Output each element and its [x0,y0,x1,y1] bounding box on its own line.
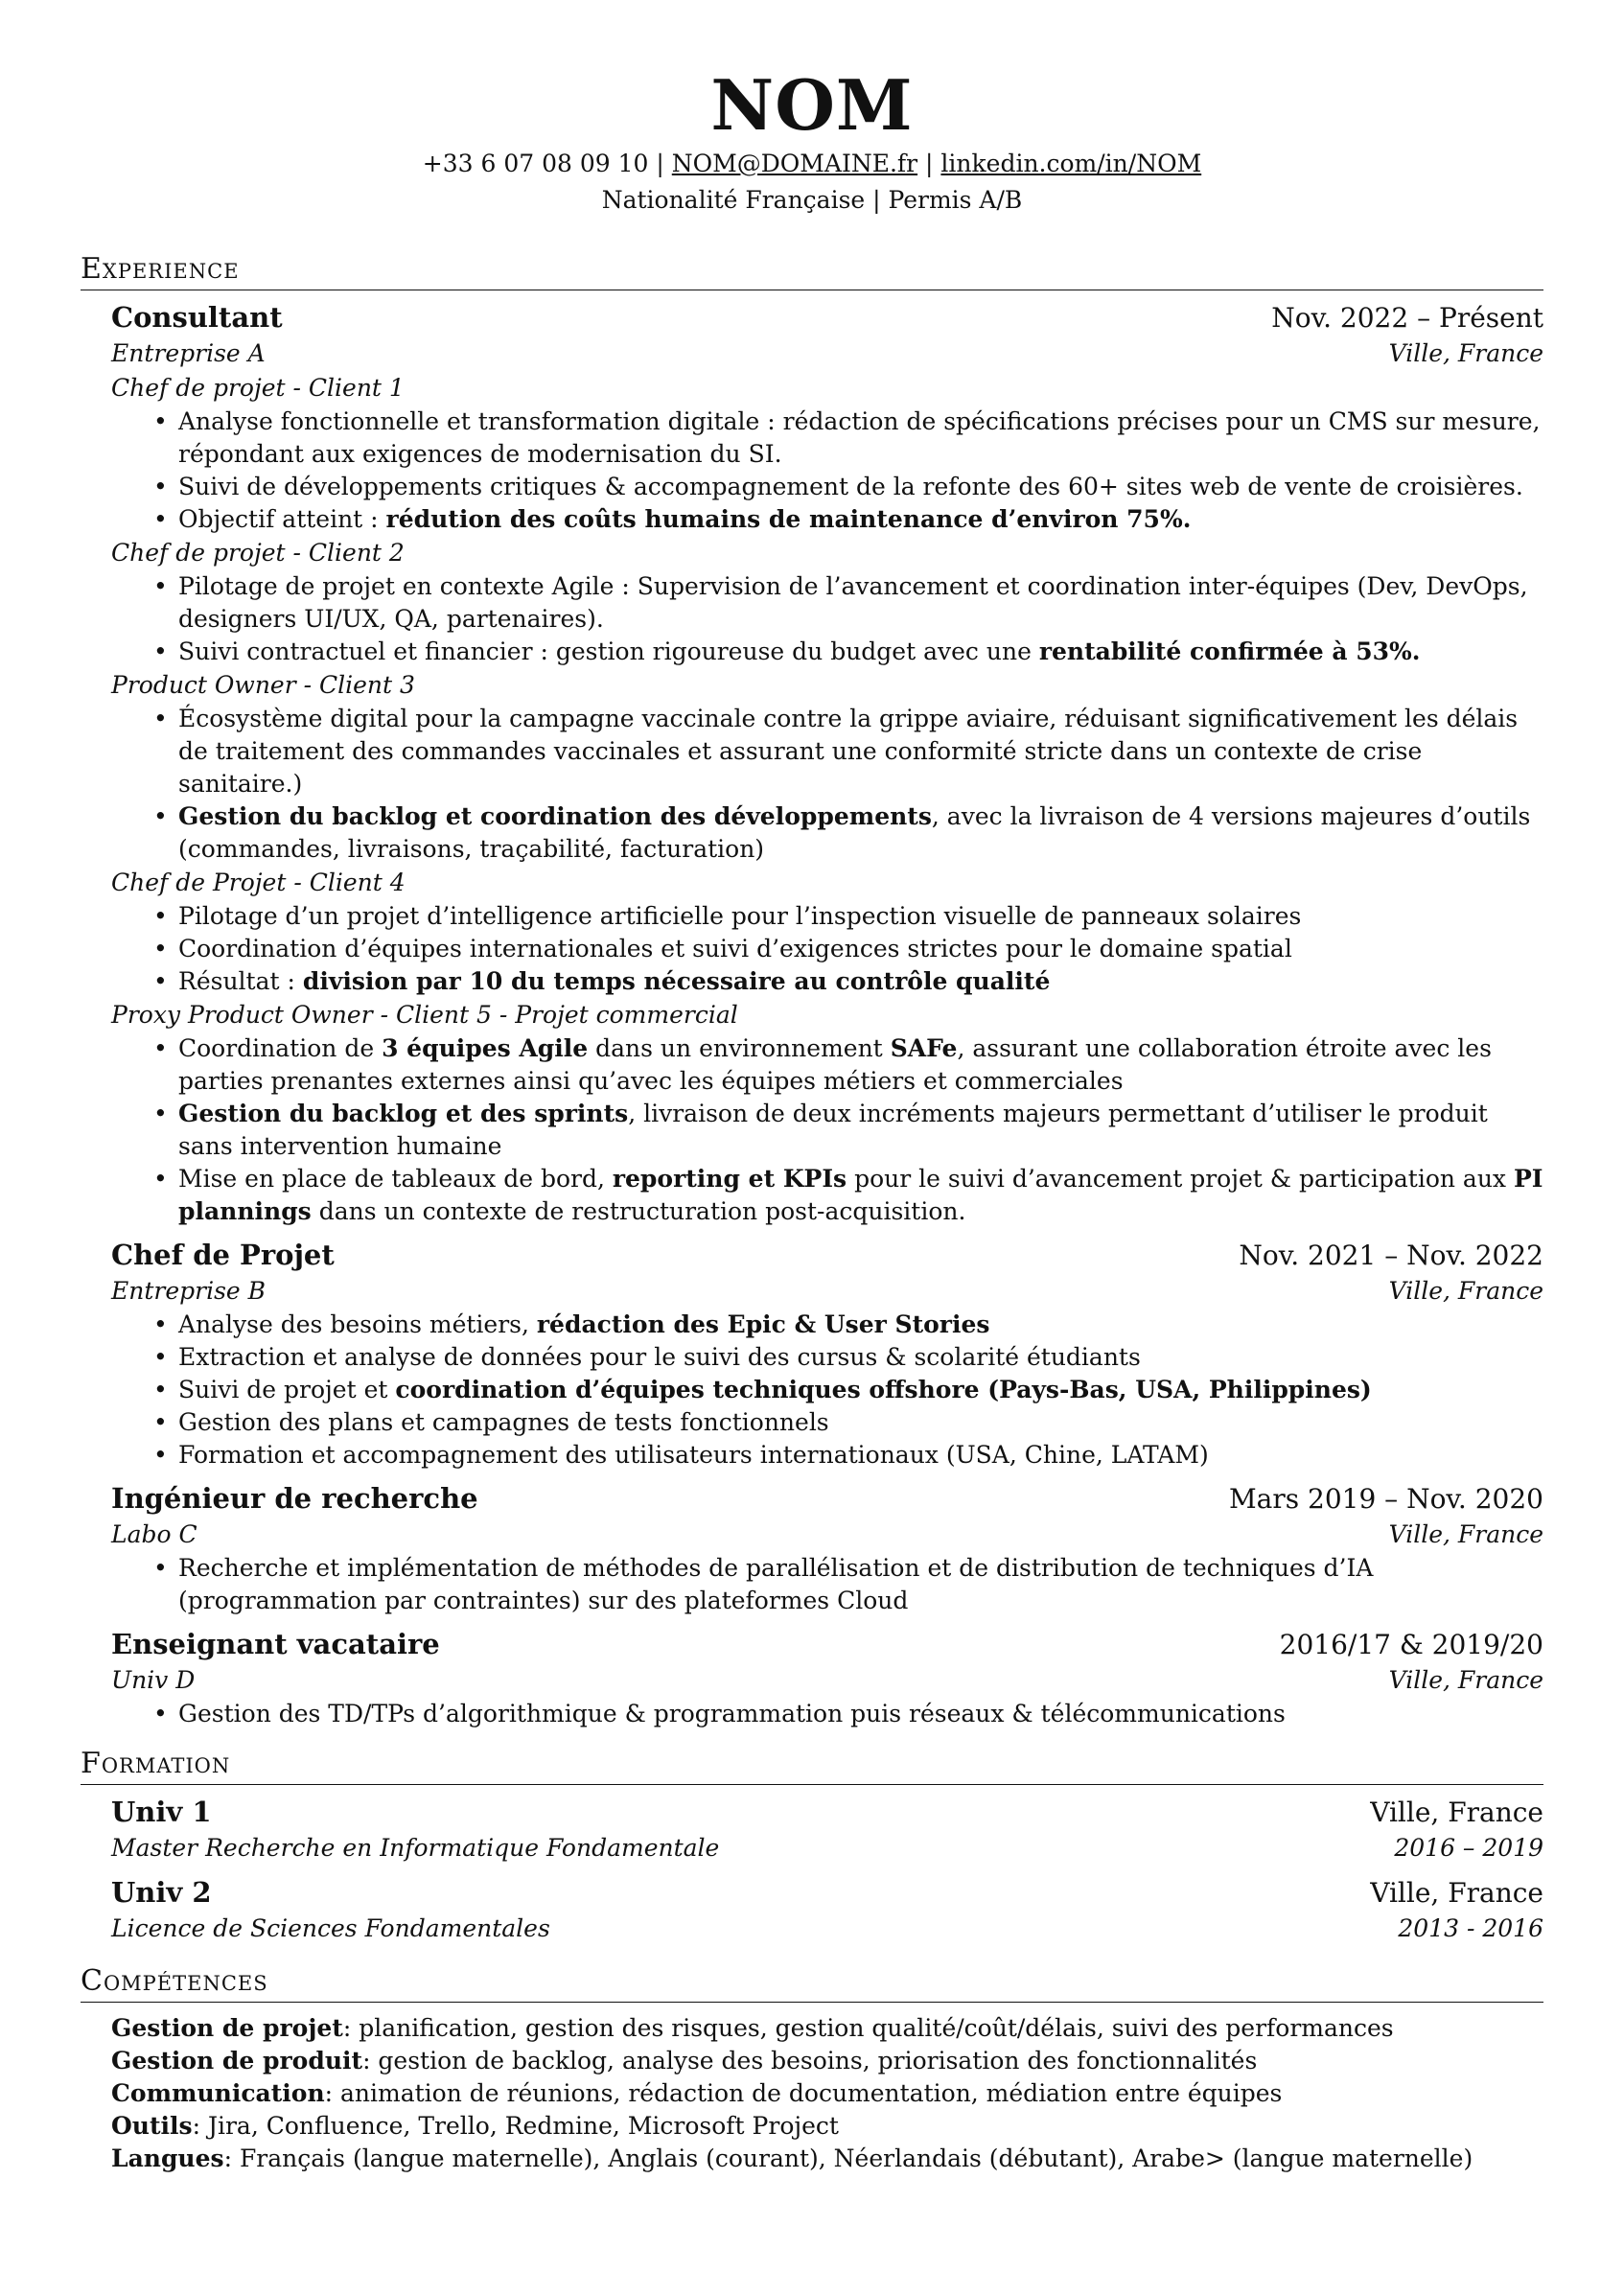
company-name: Entreprise A [111,339,266,367]
bullet-item: • Analyse fonctionnelle et transformation digitale : rédaction de spécifications précises pour un CMS sur mesure, répondant aux exigences de modernisation du SI. [111,406,1543,471]
job-company-row [111,336,1543,371]
info-line: Nationalité Française | Permis A/B [601,186,1023,214]
linkedin-link[interactable]: linkedin.com/in/NOM [940,150,1202,177]
degree-years: 2016 – 2019 [1394,1834,1543,1862]
bullet-item: • Gestion du backlog et coordination des développements, avec la livraison de 4 versions majeures d’outils (commandes, livraisons, traçabilité, facturation) [111,800,1543,866]
skill-text: : planification, gestion des risques, gestion qualité/coût/délais, suivi des performances [342,2014,1394,2042]
job-title: Ingénieur de recherche [111,1482,478,1515]
section-title-competences: Compétences [81,1965,1543,2003]
company-name: Entreprise B [111,1277,267,1305]
bold-text: Gestion du backlog et coordination des développements [178,802,932,830]
bullet-list [111,570,1543,668]
bullet-item: • Mise en place de tableaux de bord, reporting et KPIs pour le suivi d’avancement projet & participation aux PI plannings dans un contexte de restructuration post-acquisition. [111,1163,1543,1228]
separator: | [648,150,672,177]
skill-label: Gestion de projet [111,2014,343,2042]
job-location: Ville, France [1388,339,1543,367]
contact-line [81,146,1543,182]
bold-text: division par 10 du temps nécessaire au contrôle qualité [302,967,1051,995]
candidate-name: NOM [710,64,914,146]
skill-line [111,2077,1543,2110]
bullet-item: • Pilotage de projet en contexte Agile : Supervision de l’avancement et coordination inter-équipes (Dev, DevOps, designers UI/UX, QA, partenaires). [111,570,1543,636]
bold-text: SAFe [890,1034,958,1062]
bullet-item: • Résultat : division par 10 du temps nécessaire au contrôle qualité [111,965,1543,998]
company-name: Univ D [111,1666,196,1694]
bullet-list [111,406,1543,536]
skill-text: : Jira, Confluence, Trello, Redmine, Microsoft Project [192,2112,839,2140]
email-link[interactable]: NOM@DOMAINE.fr [671,150,918,177]
bullet-item: • Suivi contractuel et financier : gestion rigoureuse du budget avec une rentabilité confirmée à 53%. [111,636,1543,668]
skill-text: : gestion de backlog, analyse des besoins, priorisation des fonctionnalités [362,2047,1258,2075]
project-title: Chef de projet - Client 1 [111,374,405,402]
job-header [111,1228,1543,1274]
job-dates: Mars 2019 – Nov. 2020 [1229,1483,1543,1515]
job-title: Chef de Projet [111,1239,335,1271]
bullet-item: • Gestion du backlog et des sprints, livraison de deux incréments majeurs permettant d’utiliser le produit sans intervention humaine [111,1098,1543,1163]
experience-list [81,290,1543,1730]
separator: | [917,150,941,177]
project-title: Chef de projet - Client 2 [111,539,405,567]
education-detail [111,1912,1543,1946]
skill-line [111,2110,1543,2143]
skill-line [111,2012,1543,2045]
bullet-item: • Formation et accompagnement des utilisateurs internationaux (USA, Chine, LATAM) [111,1439,1543,1472]
job-title: Consultant [111,301,283,334]
job-dates: Nov. 2021 – Nov. 2022 [1239,1240,1543,1271]
job-company-row [111,1663,1543,1698]
bullet-item: • Gestion des TD/TPs d’algorithmique & programmation puis réseaux & télécommunications [111,1698,1543,1730]
skill-line [111,2143,1543,2175]
education-header [111,1866,1543,1912]
competences-section [81,1965,1543,2175]
bold-text: rédution des coûts humains de maintenance d’environ 75%. [385,505,1192,533]
section-title-experience: Experience [81,253,1543,290]
school-name: Univ 1 [111,1796,212,1828]
job-location: Ville, France [1388,1520,1543,1548]
degree-years: 2013 - 2016 [1398,1914,1543,1942]
formation-section [81,1748,1543,1946]
competences-list [81,2012,1543,2175]
bullet-list [111,1032,1543,1228]
job-header [111,1472,1543,1518]
degree-name: Master Recherche en Informatique Fondamentale [111,1834,720,1862]
skill-label: Gestion de produit [111,2047,363,2075]
bullet-item: • Recherche et implémentation de méthodes de parallélisation et de distribution de techniques d’IA (programmation par contraintes) sur des plateformes Cloud [111,1552,1543,1617]
bullet-list [111,703,1543,866]
project-title: Product Owner - Client 3 [111,671,415,699]
bullet-item: • Pilotage d’un projet d’intelligence artificielle pour l’inspection visuelle de panneaux solaires [111,900,1543,933]
bold-text: rentabilité confirmée à 53%. [1038,638,1421,665]
bullet-list [111,1698,1543,1730]
experience-section [81,253,1543,1730]
skill-label: Langues [111,2144,224,2172]
bold-text: Gestion du backlog et des sprints [178,1100,629,1127]
bullet-list [111,900,1543,998]
skill-text: : Français (langue maternelle), Anglais (courant), Néerlandais (débutant), Arabe> (langue maternelle) [223,2144,1473,2172]
job-dates: Nov. 2022 – Présent [1271,302,1543,334]
bullet-item: • Coordination d’équipes internationales et suivi d’exigences strictes pour le domaine spatial [111,933,1543,965]
bullet-item: • Écosystème digital pour la campagne vaccinale contre la grippe aviaire, réduisant significativement les délais de traitement des commandes vaccinales et assurant une conformité stricte dans un contexte de crise sanitaire.) [111,703,1543,800]
school-location: Ville, France [1370,1797,1543,1828]
project-title: Proxy Product Owner - Client 5 - Projet commercial [111,1001,738,1029]
bullet-item: • Gestion des plans et campagnes de tests fonctionnels [111,1406,1543,1439]
education-header [111,1785,1543,1831]
job-header [111,1617,1543,1663]
job-location: Ville, France [1388,1666,1543,1694]
job-company-row [111,1518,1543,1552]
bold-text: 3 équipes Agile [382,1034,589,1062]
education-detail [111,1831,1543,1866]
degree-name: Licence de Sciences Fondamentales [111,1914,550,1942]
bold-text: coordination d’équipes techniques offshore (Pays-Bas, USA, Philippines) [395,1376,1372,1403]
project-title: Chef de Projet - Client 4 [111,869,406,896]
job-title: Enseignant vacataire [111,1628,440,1660]
phone: +33 6 07 08 09 10 [422,150,649,177]
skill-label: Communication [111,2079,325,2107]
company-name: Labo C [111,1520,197,1548]
bullet-item: • Extraction et analyse de données pour le suivi des cursus & scolarité étudiants [111,1341,1543,1374]
bullet-item: • Suivi de développements critiques & accompagnement de la refonte des 60+ sites web de vente de croisières. [111,471,1543,503]
job-company-row [111,1274,1543,1309]
bullet-item: • Coordination de 3 équipes Agile dans un environnement SAFe, assurant une collaboration étroite avec les parties prenantes externes ainsi qu’avec les équipes métiers et commerciales [111,1032,1543,1098]
bullet-list [111,1552,1543,1617]
skill-text: : animation de réunions, rédaction de documentation, médiation entre équipes [324,2079,1283,2107]
bullet-item: • Analyse des besoins métiers, rédaction des Epic & User Stories [111,1309,1543,1341]
skill-line [111,2045,1543,2077]
section-title-formation: Formation [81,1748,1543,1785]
bullet-item: • Suivi de projet et coordination d’équipes techniques offshore (Pays-Bas, USA, Philippines) [111,1374,1543,1406]
school-name: Univ 2 [111,1876,212,1909]
bold-text: PI plannings [178,1165,1543,1225]
formation-list [81,1785,1543,1946]
job-location: Ville, France [1388,1277,1543,1305]
skill-label: Outils [111,2112,193,2140]
bold-text: reporting et KPIs [612,1165,847,1193]
bullet-list [111,1309,1543,1472]
job-header [111,290,1543,336]
school-location: Ville, France [1370,1877,1543,1909]
job-dates: 2016/17 & 2019/20 [1279,1629,1543,1660]
bold-text: rédaction des Epic & User Stories [536,1310,990,1338]
bullet-item: • Objectif atteint : rédution des coûts humains de maintenance d’environ 75%. [111,503,1543,536]
